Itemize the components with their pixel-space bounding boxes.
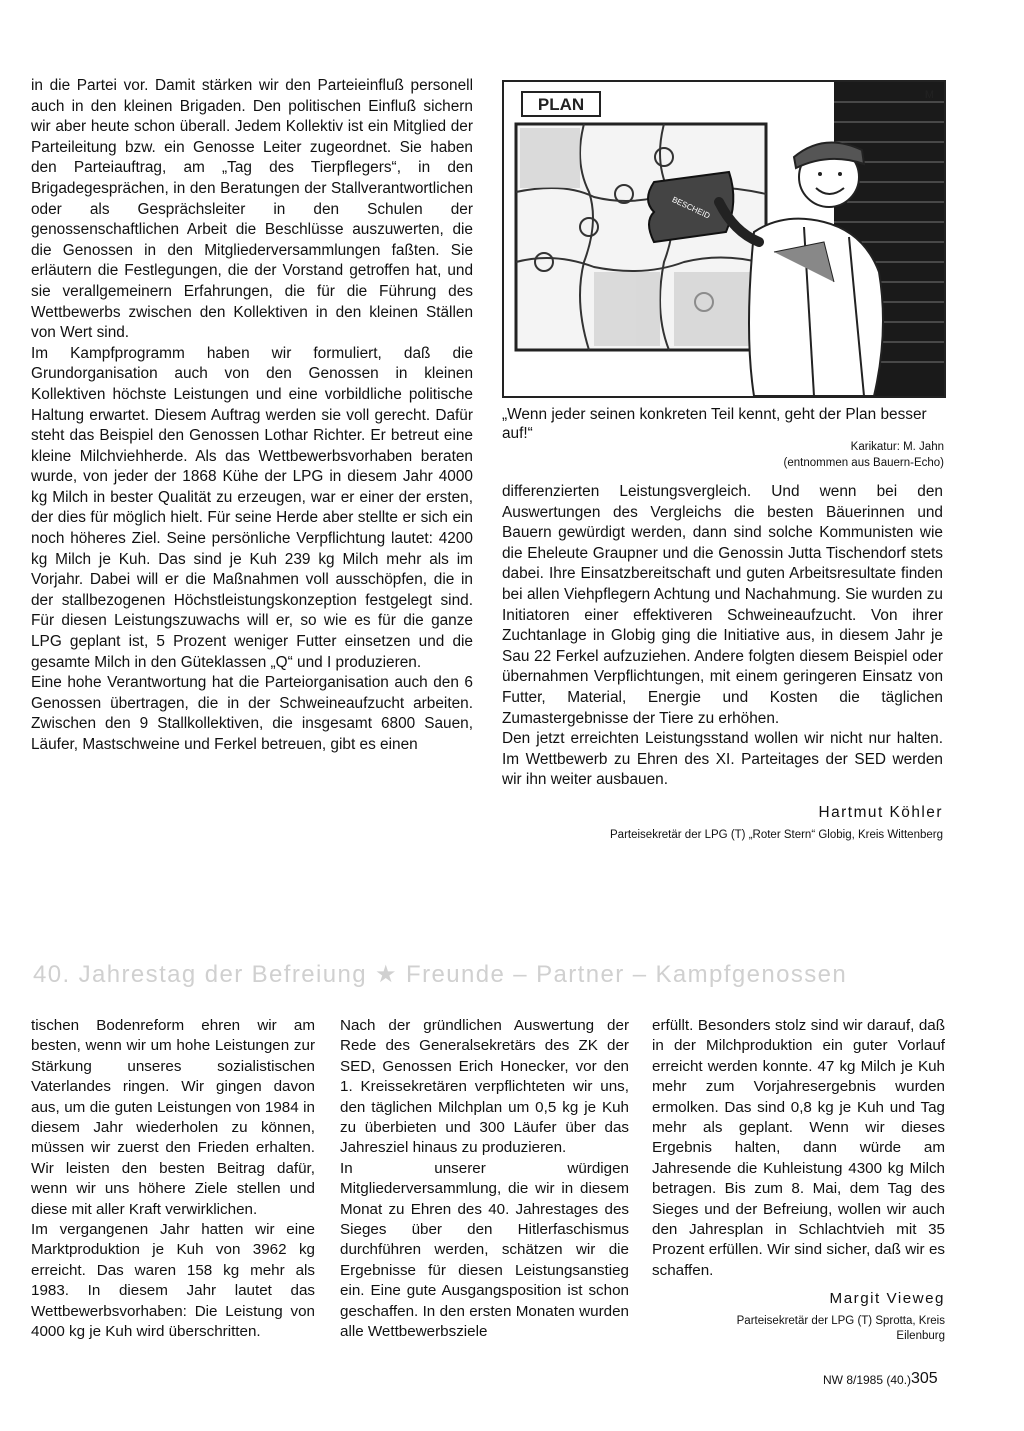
page-number: 305 [911,1370,938,1387]
paragraph: Im Kampfprogramm haben wir formuliert, daß die Grundorganisation auch von den Genossen in kleinen Kollektiven höchste Leistungen und eine vorbildliche politische Haltung erwartet. Diesem Auftrag werden sie voll gerecht. Dafür steht das Beispiel den Genossen Lothar Richter. Er betreut eine kleine Milchviehherde. Als das Wettbewerbsvorhaben beraten wurde, von jeder der 1868 Kühe der LPG in diesem Jahr 4000 kg Milch in bester Qualität zu erzeugen, war er einer der ersten, der dies für möglich hielt. Für seine Herde aber stellte er sich ein noch höheres Ziel. Seine persönliche Verpflichtung lautet: 4200 kg Milch je Kuh. Das sind je Kuh 239 kg Milch mehr als im Vorjahr. Dabei will er die Maßnahmen voll ausschöpfen, die in der stallbezogenen Höchstleistungskonzeption festgelegt sind. Für diesen Leistungszuwachs will er, so wie es für die ganze LPG geplant ist, 5 Prozent weniger Futter einsetzen und die gesamte Milch in den Güteklassen „Q“ und I produzieren. [31,344,473,671]
piece-text: BESCHEID [670,195,712,221]
paragraph: erfüllt. Besonders stolz sind wir darauf, daß in der Milchproduktion ein guter Vorlauf erreicht werden konnte. 47 kg Milch je Kuh mehr zum Vorjahresergebnis wurden ermolken. Das sind 0,8 kg je Kuh und Tag mehr als geplant. Wenn wir dieses Ergebnis halten, dann würde am Jahresende die Kuhleistung 4300 kg Milch betragen. Bis zum 8. Mai, dem Tag des Sieges und der Befreiung, wollen wir auch den Jahresplan in Schlachtvieh mit 35 Prozent erfüllen. Wir sind sicher, daß wir es schaffen. [652,1017,945,1279]
artist-mark: M [924,89,934,101]
caption-credit: Karikatur: M. Jahn [850,441,944,453]
paragraph: Nach der gründlichen Auswertung der Rede des Generalsekretärs des ZK der SED, Genossen Erich Honecker, vor den 1. Kreissekretären verpflichteten wir uns, den täglichen Milchplan um 0,5 kg je Kuh zu überbieten und 300 Läufer über das Jahresziel hinaus zu produzieren. [340,1017,629,1157]
author-role: Parteisekretär der LPG (T) „Roter Stern“ Globig, Kreis Wittenberg [610,828,943,841]
paragraph: in die Partei vor. Damit stärken wir den Parteieinfluß personell auch in den kleinen Brigaden. Den politischen Einfluß sichern wir aber heute schon überall. Jedem Kollektiv ist ein Mitglied der Parteileitung bzw. ein Genosse Leiter zugeordnet. Sie haben den Parteiauftrag, am „Tag des Tierpflegers“, in den Brigadegesprächen, in den Beratungen der Stallverantwortlichen oder als Gesprächsleiter in den Schulen der genossenschaftlichen Arbeit die Beschlüsse auszuwerten, die die Genossen in den Mitgliederversammlungen faßten. Sie erläutern die Festlegungen, die der Vorstand getroffen hat, und sie verallgemeinern Erfahrungen, die für die Führung des Wettbewerbs zwischen den Kollektiven in den kleinen Ställen von Wert sind. [31,77,473,342]
caption-text: „Wenn jeder seinen konkreten Teil kennt, geht der Plan besser auf!“ [502,406,927,442]
bottom-column-3 [652,1016,945,1344]
bottom-column-1 [31,1016,315,1343]
paragraph: tischen Bodenreform ehren wir am besten, wenn wir um hohe Leistungen zur Stärkung unseres sozialistischen Vaterlandes ringen. Wir gingen davon aus, um die guten Leistungen von 1984 in diesem Jahr wiederholen zu können, müssen wir zuerst den Frieden erhalten. Wir leisten den besten Beitrag dafür, wenn wir uns höhere Ziele stellen und diese mit aller Kraft verwirklichen. [31,1017,315,1218]
article-left-column [31,76,473,756]
issue-reference: NW 8/1985 (40.) [823,1373,912,1387]
cartoon-illustration [502,80,946,398]
paragraph: Im vergangenen Jahr hatten wir eine Marktproduktion je Kuh von 3962 kg erreicht. Das waren 158 kg mehr als 1983. In diesem Jahr lautet das Wettbewerbsvorhaben: Die Leistung von 4000 kg je Kuh wird überschritten. [31,1221,315,1341]
paragraph: Eine hohe Verantwortung hat die Parteiorganisation auch den 6 Genossen übertragen, die in der Schweineaufzucht arbeiten. Zwischen den 9 Stallkollektiven, die insgesamt 6800 Sauen, Läufer, Mastschweine und Ferkel betreuen, gibt es einen [31,674,473,753]
cartoon-drawing [504,82,944,396]
plan-sign-text: PLAN [537,95,585,114]
author-name: Margit Vieweg [829,1290,945,1308]
paragraph: differenzierten Leistungsvergleich. Und wenn bei den Auswertungen des Vergleichs die besten Bäuerinnen und Bauern gewürdigt werden, dann sind solche Kommunisten wie die Eheleute Graupner und die Genossin Jutta Tischendorf stets dabei. Ihre Einsatzbereitschaft und guten Arbeitsresultate finden bei allen Viehpflegern Achtung und Nachahmung. Sie wurden zu Initiatoren einer effektiveren Schweineaufzucht. Von ihrer Zuchtanlage in Globig ging die Initiative aus, in diesem Jahr je Sau 22 Ferkel aufzuziehen. Andere folgten diesem Beispiel oder übernahmen Verpflichtungen, mit einem geringeren Einsatz von Futter, Material, Energie und Kosten die täglichen Zumastergebnisse der Tiere zu erhöhen. [502,483,943,727]
paragraph: Den jetzt erreichten Leistungsstand wollen wir nicht nur halten. Im Wettbewerb zu Ehren des XI. Parteitages der SED werden wir ihn weiter ausbauen. [502,730,943,789]
paragraph: In unserer würdigen Mitgliederversammlung, die wir in diesem Monat zu Ehren des 40. Jahrestages des Sieges über den Hitlerfaschismus durchführen werden, schätzen wir die Ergebnisse für diesen Leistungsanstieg ein. Eine gute Ausgangsposition ist schon geschaffen. In den ersten Monaten wurden alle Wettbewerbsziele [340,1159,629,1341]
article-right-column [502,482,943,843]
cartoon-caption [502,405,946,469]
author-role: Parteisekretär der LPG (T) Sprotta, Kreis [736,1314,945,1327]
anniversary-banner: 40. Jahrestag der Befreiung ★ Freunde – Partner – Kampfgenossen [33,961,848,988]
caption-source: (entnommen aus Bauern-Echo) [783,457,944,469]
bottom-column-2 [340,1016,629,1343]
author-name: Hartmut Köhler [818,803,943,821]
author-role-location: Eilenburg [896,1329,945,1342]
